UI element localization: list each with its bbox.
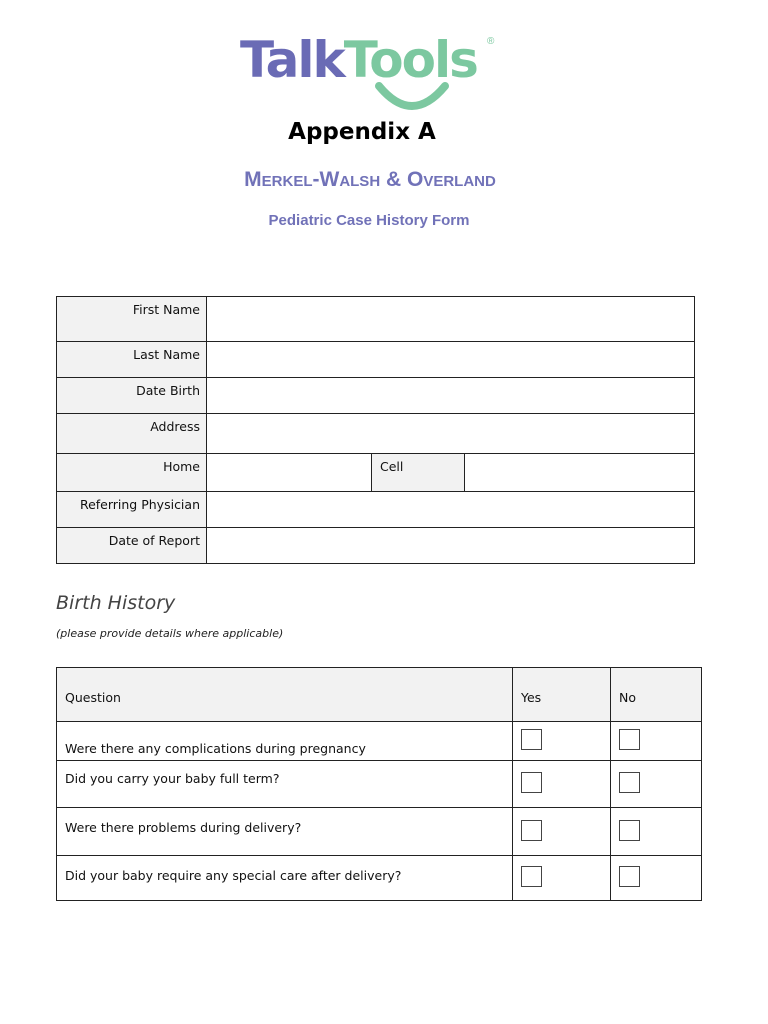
column-header-yes: Yes — [513, 668, 611, 722]
no-checkbox[interactable] — [619, 820, 640, 841]
question-text: Were there any complications during pregnancy — [57, 722, 513, 761]
yes-cell — [513, 808, 611, 856]
yes-checkbox[interactable] — [521, 820, 542, 841]
birth-history-heading: Birth History — [56, 592, 176, 614]
first-name-field[interactable] — [207, 297, 695, 342]
registered-mark: ® — [487, 36, 495, 47]
table-row — [57, 808, 702, 856]
smile-icon — [373, 82, 451, 110]
birth-history-table — [56, 667, 702, 901]
authors-heading: Merkel-Walsh & Overland — [244, 168, 496, 191]
yes-checkbox[interactable] — [521, 866, 542, 887]
no-checkbox[interactable] — [619, 729, 640, 750]
personal-info-table — [56, 296, 695, 564]
yes-checkbox[interactable] — [521, 772, 542, 793]
address-label: Address — [57, 414, 207, 454]
yes-cell — [513, 856, 611, 901]
home-phone-field[interactable] — [207, 454, 372, 492]
birth-history-note: (please provide details where applicable) — [56, 627, 284, 640]
form-title: Pediatric Case History Form — [268, 212, 470, 229]
last-name-field[interactable] — [207, 342, 695, 378]
date-of-report-label: Date of Report — [57, 528, 207, 564]
no-checkbox[interactable] — [619, 866, 640, 887]
yes-cell — [513, 761, 611, 808]
address-field[interactable] — [207, 414, 695, 454]
home-label: Home — [57, 454, 207, 492]
table-row — [57, 761, 702, 808]
date-birth-field[interactable] — [207, 378, 695, 414]
yes-checkbox[interactable] — [521, 729, 542, 750]
no-cell — [611, 808, 702, 856]
table-row — [57, 722, 702, 761]
form-row — [57, 342, 695, 378]
form-row — [57, 378, 695, 414]
referring-physician-label: Referring Physician — [57, 492, 207, 528]
talktools-logo — [240, 30, 500, 110]
no-checkbox[interactable] — [619, 772, 640, 793]
no-cell — [611, 722, 702, 761]
form-row — [57, 297, 695, 342]
form-row — [57, 492, 695, 528]
referring-physician-field[interactable] — [207, 492, 695, 528]
form-row — [57, 528, 695, 564]
question-text: Were there problems during delivery? — [57, 808, 513, 856]
yes-cell — [513, 722, 611, 761]
page-title: Appendix A — [288, 119, 436, 145]
question-text: Did your baby require any special care after delivery? — [57, 856, 513, 901]
column-header-no: No — [611, 668, 702, 722]
form-row — [57, 454, 695, 492]
cell-phone-field[interactable] — [465, 454, 695, 492]
table-header-row — [57, 668, 702, 722]
logo-wordmark: TalkTools — [240, 31, 477, 89]
no-cell — [611, 856, 702, 901]
last-name-label: Last Name — [57, 342, 207, 378]
form-row — [57, 414, 695, 454]
no-cell — [611, 761, 702, 808]
date-birth-label: Date Birth — [57, 378, 207, 414]
table-row — [57, 856, 702, 901]
cell-label: Cell — [372, 454, 465, 492]
first-name-label: First Name — [57, 297, 207, 342]
date-of-report-field[interactable] — [207, 528, 695, 564]
question-text: Did you carry your baby full term? — [57, 761, 513, 808]
column-header-question: Question — [57, 668, 513, 722]
